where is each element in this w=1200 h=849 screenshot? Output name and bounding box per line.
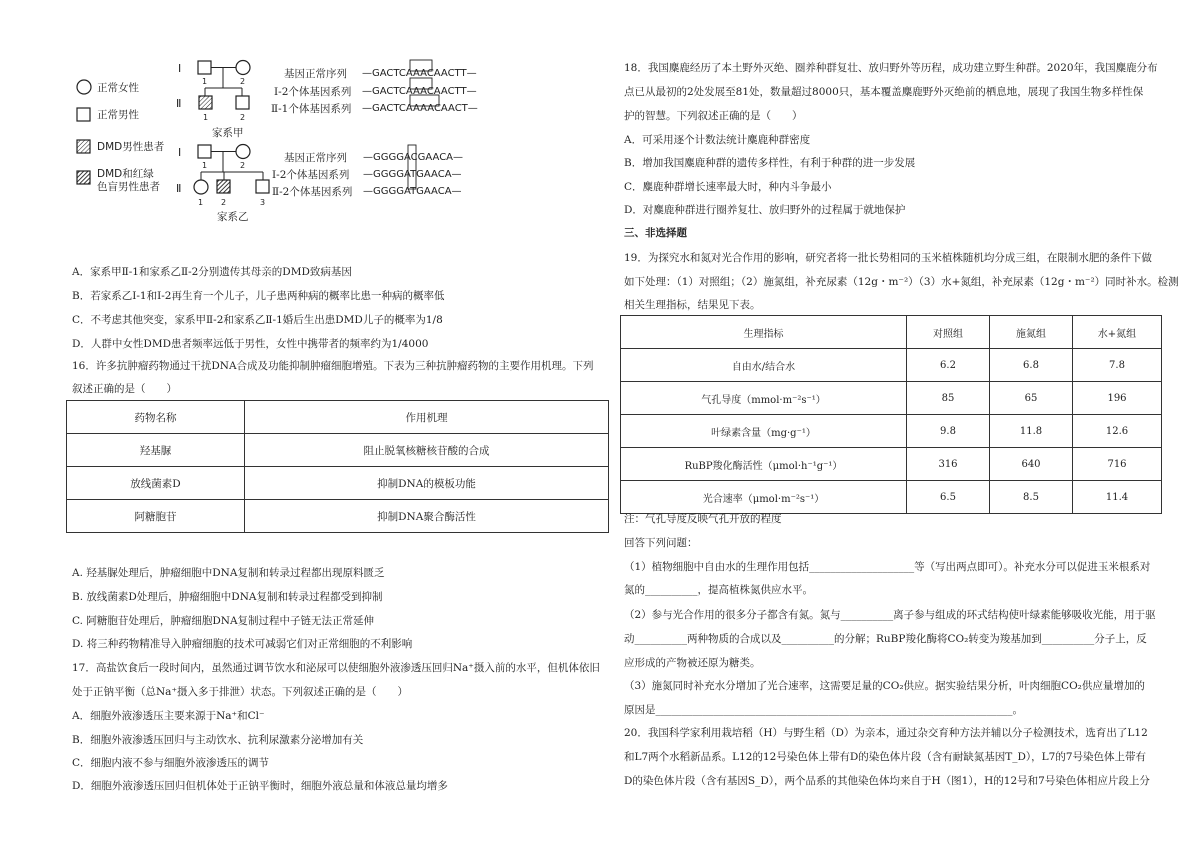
table-row	[621, 349, 1162, 382]
q15-option-a: A．家系甲Ⅱ-1和家系乙Ⅱ-2分别遗传其母亲的DMD致病基因	[72, 266, 352, 278]
q17-option-b: B．细胞外液渗透压回归与主动饮水、抗利尿激素分泌增加有关	[72, 734, 364, 746]
table-row	[621, 415, 1162, 448]
table-cell: 716	[1073, 448, 1162, 481]
q16-option-a: A. 羟基脲处理后，肿瘤细胞中DNA复制和转录过程都出现原料匮乏	[72, 567, 385, 579]
q17-option-d: D．细胞外液渗透压回归但机体处于正钠平衡时，细胞外液总量和体液总量均增多	[72, 780, 448, 792]
table-row	[621, 448, 1162, 481]
table-row	[67, 467, 609, 500]
table-cell: 11.4	[1073, 481, 1162, 514]
section-heading: 三、非选择题	[624, 227, 687, 239]
table-cell: 640	[990, 448, 1073, 481]
table-cell: 气孔导度（mmol·m⁻²s⁻¹）	[621, 382, 907, 415]
q18-stem-3: 护的智慧。下列叙述正确的是（ ）	[624, 110, 803, 122]
q19-sub3-b: 原因是____________________________________________________________________。	[624, 704, 1023, 716]
table-cell: RuBP羧化酶活性（μmol·h⁻¹g⁻¹）	[621, 448, 907, 481]
table-header: 生理指标	[621, 316, 907, 349]
family-b-gen-II: Ⅱ	[176, 182, 182, 195]
seq-a-seq-1: —GACTCAAACAACTT—	[362, 68, 477, 79]
legend-normal-male-symbol	[77, 108, 90, 121]
legend-dmd-male: DMD男性患者	[97, 141, 165, 153]
q18-option-c: C．麋鹿种群增长速率最大时，种内斗争最小	[624, 181, 832, 193]
q17-option-c: C．细胞内液不参与细胞外液渗透压的调节	[72, 757, 270, 769]
table-header: 对照组	[907, 316, 990, 349]
table-row	[67, 401, 609, 434]
table-cell: 196	[1073, 382, 1162, 415]
seq-b-seq-3: —GGGGATGAACA—	[363, 186, 462, 197]
svg-text:3: 3	[260, 198, 266, 207]
table-cell: 光合速率（μmol·m⁻²s⁻¹）	[621, 481, 907, 514]
q18-option-a: A．可采用逐个计数法统计麋鹿种群密度	[624, 134, 811, 146]
table-header-mechanism: 作用机理	[245, 401, 609, 434]
legend-dmd-male-symbol	[77, 140, 90, 153]
table-cell: 85	[907, 382, 990, 415]
legend-dmd-colorblind-male-symbol	[77, 171, 90, 184]
seq-a-seq-3: —GACTCAAAACAACT—	[362, 103, 478, 114]
q15-option-d: D．人群中女性DMD患者频率远低于男性，女性中携带者的频率约为1/4000	[72, 338, 429, 350]
q20-stem-3: D的染色体片段（含有基因S_D），两个品系的其他染色体均来自于H（图1），H的12号和7号染色体相应片段上分	[624, 775, 1150, 787]
table-cell: 65	[990, 382, 1073, 415]
table-cell: 自由水/结合水	[621, 349, 907, 382]
legend-normal-female: 正常女性	[97, 82, 139, 94]
seq-a-label-3: Ⅱ-1个体基因系列	[271, 103, 352, 115]
table-cell: 11.8	[990, 415, 1073, 448]
table-cell: 9.8	[907, 415, 990, 448]
family-a-label: 家系甲	[212, 127, 244, 139]
table-cell: 叶绿素含量（mg·g⁻¹）	[621, 415, 907, 448]
table-cell: 6.2	[907, 349, 990, 382]
seq-a-seq-2: —GACTCAAACAACTT—	[362, 86, 477, 97]
table-cell: 8.5	[990, 481, 1073, 514]
legend-dmd-colorblind-b: 色盲男性患者	[97, 181, 160, 193]
q19-stem-3: 相关生理指标，结果见下表。	[624, 299, 761, 311]
table-cell: 6.5	[907, 481, 990, 514]
q19-sub2-b: 动__________两种物质的合成以及__________的分解；RuBP羧化酶将CO₂转变为羧基加到__________分子上，反	[624, 633, 1147, 645]
q19-answer-prompt: 回答下列问题：	[624, 537, 698, 549]
table-row	[621, 481, 1162, 514]
q17-stem-1: 17．高盐饮食后一段时间内，虽然通过调节饮水和泌尿可以使细胞外液渗透压回归Na⁺摄入前的水平，但机体依旧	[72, 662, 600, 674]
q19-note: 注：气孔导度反映气孔开放的程度	[624, 513, 782, 525]
seq-b-seq-1: —GGGGACGAACA—	[363, 152, 464, 163]
table-cell: 抑制DNA聚合酶活性	[245, 500, 609, 533]
q19-sub3-a: （3）施氮同时补充水分增加了光合速率，这需要足量的CO₂供应。据实验结果分析，叶肉细胞CO₂供应量增加的	[624, 680, 1145, 692]
table-cell: 6.8	[990, 349, 1073, 382]
q16-option-c: C. 阿糖胞苷处理后，肿瘤细胞DNA复制过程中子链无法正常延伸	[72, 615, 375, 627]
table-row	[67, 500, 609, 533]
q16-stem-2: 叙述正确的是（ ）	[72, 383, 177, 395]
table-row	[621, 316, 1162, 349]
svg-text:2: 2	[240, 161, 246, 170]
seq-b-seq-2: —GGGGATGAACA—	[363, 169, 462, 180]
seq-b-label-1: 基因正常序列	[284, 152, 347, 164]
svg-text:1: 1	[202, 77, 208, 86]
legend-dmd-colorblind-a: DMD和红绿	[97, 168, 154, 180]
q18-option-b: B．增加我国麋鹿种群的遗传多样性，有利于种群的进一步发展	[624, 157, 916, 169]
svg-text:2: 2	[221, 198, 227, 207]
table-cell: 阿糖胞苷	[67, 500, 245, 533]
q16-drug-table	[66, 400, 609, 533]
q17-option-a: A．细胞外液渗透压主要来源于Na⁺和Cl⁻	[72, 710, 265, 722]
family-a-gen-I: Ⅰ	[178, 62, 182, 75]
q19-sub2-a: （2）参与光合作用的很多分子都含有氮。氮与__________离子参与组成的环式结构使叶绿素能够吸收光能，用于驱	[624, 609, 1156, 621]
q20-stem-1: 20．我国科学家利用栽培稻（H）与野生稻（D）为亲本，通过杂交育种方法并辅以分子检测技术，选育出了L12	[624, 727, 1148, 739]
table-header: 施氮组	[990, 316, 1073, 349]
table-cell: 12.6	[1073, 415, 1162, 448]
q19-stem-1: 19．为探究水和氮对光合作用的影响，研究者将一批长势相同的玉米植株随机均分成三组，在限制水肥的条件下做	[624, 252, 1152, 264]
legend-normal-male: 正常男性	[97, 109, 139, 121]
legend-normal-female-symbol	[77, 80, 91, 94]
q19-sub1-a: （1）植物细胞中自由水的生理作用包括____________________等（写出两点即可）。补充水分可以促进玉米根系对	[624, 561, 1151, 573]
q16-option-d: D. 将三种药物精准导入肿瘤细胞的技术可减弱它们对正常细胞的不利影响	[72, 638, 413, 650]
table-cell: 羟基脲	[67, 434, 245, 467]
q15-option-b: B．若家系乙Ⅰ-1和Ⅰ-2再生育一个儿子，儿子患两种病的概率比患一种病的概率低	[72, 290, 445, 302]
q16-stem-1: 16．许多抗肿瘤药物通过干扰DNA合成及功能抑制肿瘤细胞增殖。下表为三种抗肿瘤药物的主要作用机理。下列	[72, 360, 594, 372]
seq-a-label-1: 基因正常序列	[284, 68, 347, 80]
svg-text:1: 1	[198, 198, 204, 207]
svg-text:1: 1	[203, 113, 209, 122]
svg-text:2: 2	[240, 113, 246, 122]
seq-b-label-3: Ⅱ-2个体基因系列	[272, 186, 353, 198]
q20-stem-2: 和L7两个水稻新品系。L12的12号染色体上带有D的染色体片段（含有耐缺氮基因T_D），L7的7号染色体上带有	[624, 751, 1147, 763]
table-cell: 抑制DNA的模板功能	[245, 467, 609, 500]
table-row	[621, 382, 1162, 415]
table-row	[67, 434, 609, 467]
svg-text:1: 1	[202, 161, 208, 170]
q19-data-table	[620, 315, 1162, 514]
seq-b-label-2: Ⅰ-2个体基因系列	[272, 169, 350, 181]
table-cell: 7.8	[1073, 349, 1162, 382]
q19-sub1-b: 氮的__________，提高植株氮供应水平。	[624, 584, 813, 596]
q15-option-c: C．不考虑其他突变，家系甲Ⅱ-2和家系乙Ⅱ-1婚后生出患DMD儿子的概率为1/8	[72, 314, 443, 326]
table-header-drug: 药物名称	[67, 401, 245, 434]
table-cell: 阻止脱氧核糖核苷酸的合成	[245, 434, 609, 467]
q17-stem-2: 处于正钠平衡（总Na⁺摄入多于排泄）状态。下列叙述正确的是（ ）	[72, 686, 408, 698]
q18-stem-2: 点已从最初的2处发展至81处，数量超过8000只，基本覆盖麋鹿野外灭绝前的栖息地，展现了我国生物多样性保	[624, 86, 1144, 98]
q16-option-b: B. 放线菌素D处理后，肿瘤细胞中DNA复制和转录过程都受到抑制	[72, 591, 383, 603]
q19-sub2-c: 应形成的产物被还原为糖类。	[624, 657, 761, 669]
svg-text:2: 2	[240, 77, 246, 86]
family-a-gen-II: Ⅱ	[176, 97, 182, 110]
table-cell: 放线菌素D	[67, 467, 245, 500]
table-header: 水+氮组	[1073, 316, 1162, 349]
family-b-label: 家系乙	[217, 211, 249, 223]
table-cell: 316	[907, 448, 990, 481]
seq-a-label-2: Ⅰ-2个体基因系列	[274, 86, 352, 98]
q18-option-d: D．对麋鹿种群进行圈养复壮、放归野外的过程属于就地保护	[624, 204, 906, 216]
q19-stem-2: 如下处理：（1）对照组；（2）施氮组，补充尿素（12g・m⁻²）（3）水+氮组，补充尿素（12g・m⁻²）同时补水。检测	[624, 276, 1179, 288]
family-b-gen-I: Ⅰ	[178, 146, 182, 159]
q18-stem-1: 18．我国麋鹿经历了本土野外灭绝、圈养种群复壮、放归野外等历程，成功建立野生种群。2020年，我国麋鹿分布	[624, 62, 1158, 74]
